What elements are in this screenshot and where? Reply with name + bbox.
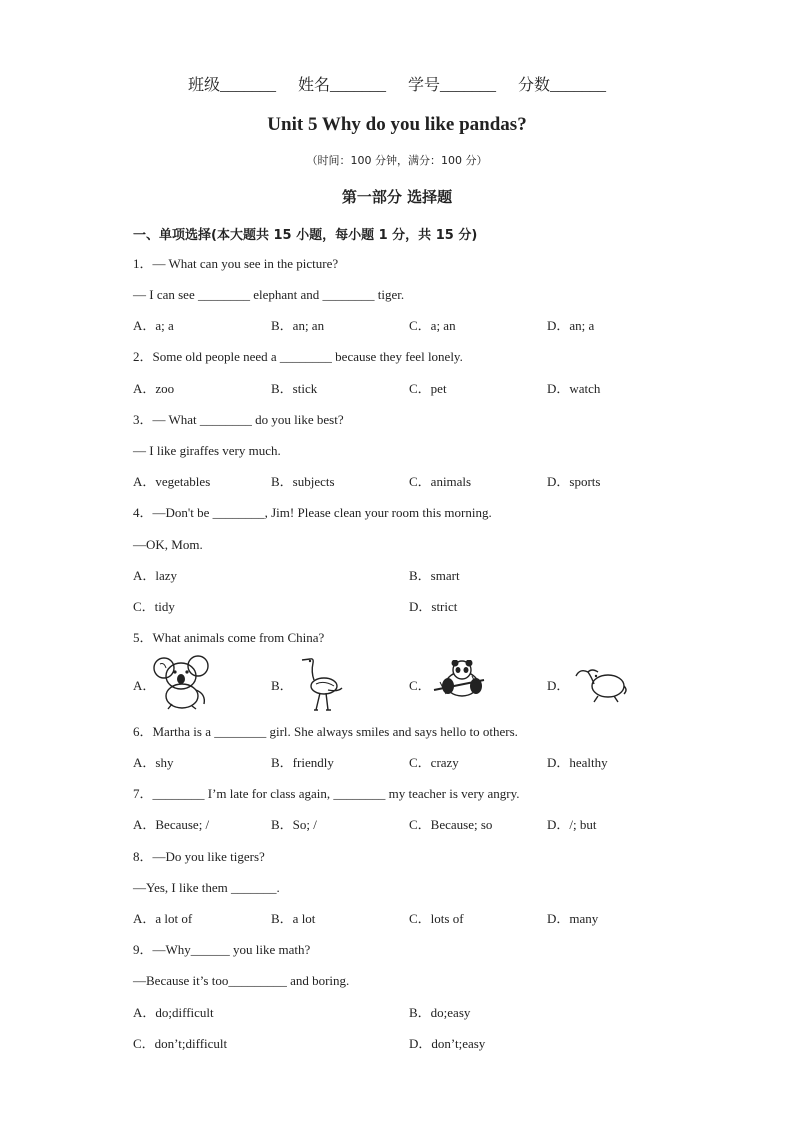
question-4-stem: 4．—Don't be ________, Jim! Please clean your room this morning. <box>133 505 492 520</box>
question-1-option-d[interactable]: D．an; a <box>547 318 595 333</box>
question-3-option-b[interactable]: B．subjects <box>271 474 335 489</box>
page-title: Unit 5 Why do you like pandas? <box>267 114 527 135</box>
question-5-stem: 5．What animals come from China? <box>133 630 325 645</box>
question-9-option-d[interactable]: D．don’t;easy <box>409 1036 486 1051</box>
question-2-option-a[interactable]: A．zoo <box>133 381 175 396</box>
question-6-option-b[interactable]: B．friendly <box>271 755 334 770</box>
question-5-option-a[interactable]: A． <box>133 678 156 693</box>
koala-icon[interactable] <box>152 654 212 710</box>
question-3-answer-line: — I like giraffes very much. <box>133 443 281 458</box>
question-8-option-c[interactable]: C．lots of <box>409 911 464 926</box>
question-9-stem: 9．—Why______ you like math? <box>133 942 311 957</box>
question-4-option-d[interactable]: D．strict <box>409 599 458 614</box>
question-5-option-c[interactable]: C． <box>409 678 431 693</box>
question-3-option-d[interactable]: D．sports <box>547 474 601 489</box>
section-title: 一、单项选择(本大题共 15 小题，每小题 1 分，共 15 分) <box>133 228 478 243</box>
question-5-option-d[interactable]: D． <box>547 678 570 693</box>
question-2-stem: 2．Some old people need a ________ because they feel lonely. <box>133 349 463 364</box>
question-1-option-b[interactable]: B．an; an <box>271 318 325 333</box>
question-4-option-c[interactable]: C．tidy <box>133 599 175 614</box>
question-7-option-b[interactable]: B．So; / <box>271 817 317 832</box>
question-8-answer-line: —Yes, I like them _______. <box>133 880 280 895</box>
question-9-answer-line: —Because it’s too_________ and boring. <box>133 973 350 988</box>
question-1-answer-line: — I can see ________ elephant and ________ tiger. <box>133 287 405 302</box>
question-4-answer-line: —OK, Mom. <box>133 537 203 552</box>
question-8-stem: 8．—Do you like tigers? <box>133 849 265 864</box>
question-8-option-d[interactable]: D．many <box>547 911 599 926</box>
student-info-fields <box>0 72 794 95</box>
question-1-option-c[interactable]: C．a; an <box>409 318 456 333</box>
question-6-option-d[interactable]: D．healthy <box>547 755 608 770</box>
question-2-option-c[interactable]: C．pet <box>409 381 447 396</box>
question-6-option-a[interactable]: A．shy <box>133 755 174 770</box>
question-8-option-a[interactable]: A．a lot of <box>133 911 193 926</box>
question-7-option-d[interactable]: D．/; but <box>547 817 597 832</box>
question-9-option-c[interactable]: C．don’t;difficult <box>133 1036 228 1051</box>
question-1-option-a[interactable]: A．a; a <box>133 318 174 333</box>
name-field[interactable]: 姓名_______ <box>297 77 386 94</box>
score-field[interactable]: 分数_______ <box>518 77 607 94</box>
question-2-option-d[interactable]: D．watch <box>547 381 601 396</box>
question-6-option-c[interactable]: C．crazy <box>409 755 459 770</box>
question-6-stem: 6．Martha is a ________ girl. She always smiles and says hello to others. <box>133 724 518 739</box>
question-3-stem: 3．— What ________ do you like best? <box>133 412 344 427</box>
question-7-stem: 7．________ I’m late for class again, ________ my teacher is very angry. <box>133 786 520 801</box>
class-field[interactable]: 班级_______ <box>187 77 276 94</box>
platypus-icon[interactable] <box>574 664 628 704</box>
question-8-option-b[interactable]: B．a lot <box>271 911 316 926</box>
part-title: 第一部分 选择题 <box>341 188 453 206</box>
exam-info: （时间：100 分钟，满分：100 分） <box>306 154 488 167</box>
question-1-stem: 1．— What can you see in the picture? <box>133 256 339 271</box>
student-number-field[interactable]: 学号_______ <box>408 77 497 94</box>
question-4-option-b[interactable]: B．smart <box>409 568 460 583</box>
question-2-option-b[interactable]: B．stick <box>271 381 318 396</box>
question-9-option-b[interactable]: B．do;easy <box>409 1005 471 1020</box>
question-7-option-c[interactable]: C．Because; so <box>409 817 493 832</box>
question-4-option-a[interactable]: A．lazy <box>133 568 178 583</box>
question-5-option-b[interactable]: B． <box>271 678 293 693</box>
question-3-option-c[interactable]: C．animals <box>409 474 472 489</box>
question-9-option-a[interactable]: A．do;difficult <box>133 1005 214 1020</box>
question-7-option-a[interactable]: A．Because; / <box>133 817 210 832</box>
panda-icon[interactable] <box>432 660 486 698</box>
question-3-option-a[interactable]: A．vegetables <box>133 474 211 489</box>
crane-icon[interactable] <box>298 654 346 712</box>
